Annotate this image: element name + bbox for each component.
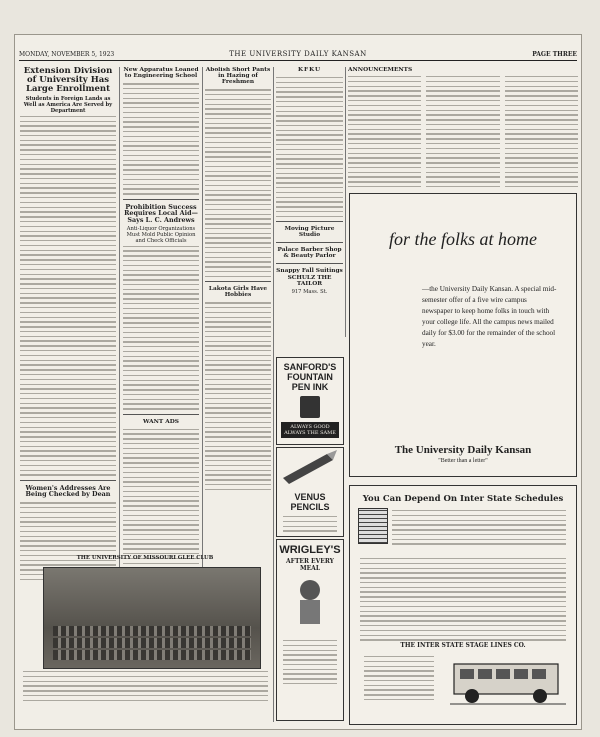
bus-ad-emblem [358,508,388,544]
masthead [19,48,577,61]
bus-icon [450,654,566,710]
ink-bottle-icon [300,396,320,418]
article-body [123,246,199,410]
photo-title: THE UNIVERSITY OF MISSOURI GLEE CLUB [76,555,214,561]
wrigley-mascot-icon [280,572,340,632]
article-body [505,76,578,191]
women-addresses-headline: Women's Addresses Are Being Checked by Dean [25,483,111,499]
bus-company-name: THE INTER STATE STAGE LINES CO. [400,642,526,649]
article-body [205,302,271,490]
sanford-ink-ad [276,357,344,445]
prohibition-subhead: Anti-Liquor Organizations Must Mold Public Opinion and Check Officials [126,225,196,244]
article-body [20,116,116,476]
column-rule [273,67,274,722]
bus-ad-body [392,510,566,548]
wrigley-brand: WRIGLEY'S [279,544,341,556]
sanford-tagline: ALWAYS GOOD ALWAYS THE SAME [281,422,339,438]
extension-subhead: Students in Foreign Lands as Well as America Are Served by Department [23,95,113,114]
announcements-heading: ANNOUNCEMENTS [348,67,413,73]
column-3 [205,67,271,582]
promo-body: —the University Daily Kansan. A special mid-semester offer of a five wire campus newspaper to keep home folks in touch with your college life. All the campus news mailed daily for $3.00 for the remainder of the school year. [422,285,557,348]
column-4 [276,67,343,297]
glee-club-photo [43,567,261,669]
apparatus-headline: New Apparatus Loaned to Engineering School [123,67,199,80]
schulz-address: 917 Mass. St. [291,288,328,295]
promo-title: for the folks at home [389,229,537,249]
promo-signature-name: The University Daily Kansan [394,444,532,456]
column-1 [20,67,116,582]
announcements-body [348,76,421,191]
radio-program-heading: KFKU [297,67,322,73]
column-rule [345,67,346,337]
column-2 [123,67,199,582]
wrigleys-ad [276,539,344,721]
lakota-girls-headline: Lakota Girls Have Hobbies [208,286,268,299]
issue-date: MONDAY, NOVEMBER 5, 1923 [19,51,115,58]
studio-ad: Moving Picture Studio [284,226,335,239]
extension-headline: Extension Division of University Has Large Enrollment [23,67,113,94]
want-ads-heading: WANT ADS [143,418,179,425]
column-rule [119,67,120,577]
venus-pencils-ad [276,447,344,537]
radio-listings [276,77,343,217]
bus-depots [364,656,434,704]
page-number: PAGE THREE [532,51,577,58]
article-body [205,89,271,277]
pencil-icon [277,448,343,488]
photo-caption [23,671,268,704]
palace-barber-ad: Palace Barber Shop & Beauty Parlor [277,247,342,260]
prohibition-headline: Prohibition Success Requires Local Aid—Says L. C. Andrews [124,202,198,224]
venus-brand: VENUS PENCILS [290,492,330,512]
short-pants-headline: Abolish Short Pants in Hazing of Freshmen [205,67,271,86]
bus-schedules [360,558,566,644]
bus-ad-title: You Can Depend On Inter State Schedules [362,494,564,504]
article-body [123,83,199,194]
promo-tagline: "Better than a letter" [438,458,488,464]
kansan-subscription-ad [349,193,577,477]
article-body [426,76,499,191]
sanford-brand: SANFORD'S FOUNTAIN PEN INK [283,362,337,392]
schulz-tailor-ad: Snappy Fall Suitings SCHULZ THE TAILOR [276,268,343,287]
column-rule [202,67,203,577]
wrigley-slogan: AFTER EVERY MEAL [286,558,334,572]
newspaper-page [14,34,582,730]
promo-signature [350,444,576,464]
paper-title: THE UNIVERSITY DAILY KANSAN [229,50,367,58]
inter-state-stage-ad [349,485,577,725]
